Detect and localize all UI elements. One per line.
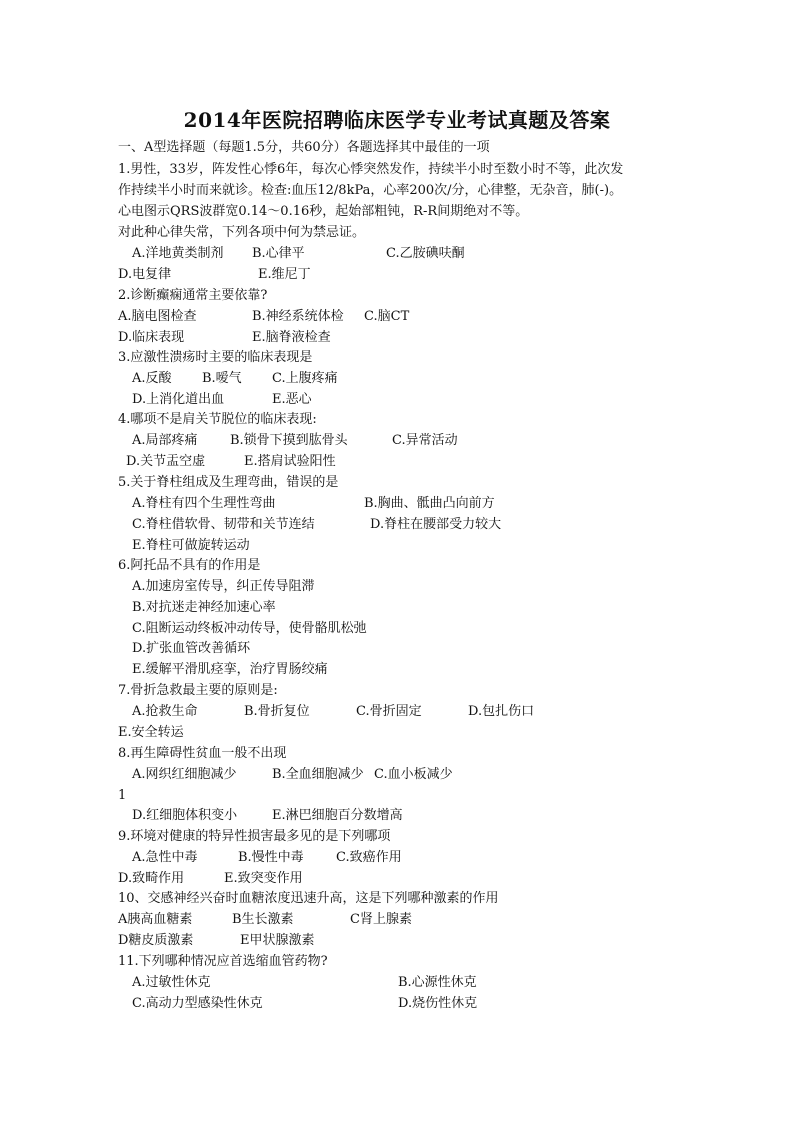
q5-option-b: B.胸曲、骶曲凸向前方 bbox=[364, 496, 495, 511]
q1-stem-line-1: 1.男性，33岁，阵发性心悸6年，每次心悸突然发作，持续半小时至数小时不等，此次发 bbox=[118, 162, 624, 177]
q2-option-a: A.脑电图检查 bbox=[118, 309, 197, 324]
q8-option-a: A.网织红细胞减少 bbox=[132, 767, 237, 782]
q9-option-a: A.急性中毒 bbox=[132, 850, 198, 865]
q1-option-e: E.维尼丁 bbox=[258, 267, 311, 282]
q1-option-b: B.心律平 bbox=[252, 246, 305, 261]
q6-option-a: A.加速房室传导，纠正传导阻滞 bbox=[132, 579, 315, 594]
q8-stem: 8.再生障碍性贫血一般不出现 bbox=[118, 746, 287, 761]
q4-option-a: A.局部疼痛 bbox=[132, 433, 198, 448]
q8-option-e: E.淋巴细胞百分数增高 bbox=[272, 808, 403, 823]
q8-option-c: C.血小板减少 bbox=[374, 767, 453, 782]
q9-option-c: C.致癌作用 bbox=[336, 850, 402, 865]
q4-stem: 4.哪项不是肩关节脱位的临床表现: bbox=[118, 412, 317, 427]
q3-option-c: C.上腹疼痛 bbox=[272, 371, 338, 386]
q10-option-c: C肾上腺素 bbox=[350, 912, 412, 927]
q6-option-c: C.阻断运动终板冲动传导，使骨骼肌松弛 bbox=[132, 621, 367, 636]
q7-option-e: E.安全转运 bbox=[118, 725, 184, 740]
q3-option-a: A.反酸 bbox=[132, 371, 172, 386]
q5-option-a: A.脊柱有四个生理性弯曲 bbox=[132, 496, 276, 511]
q7-option-c: C.骨折固定 bbox=[356, 704, 422, 719]
q5-option-c: C.脊柱借软骨、韧带和关节连结 bbox=[132, 517, 315, 532]
q11-option-d: D.烧伤性休克 bbox=[398, 996, 478, 1011]
q1-option-a: A.洋地黄类制剂 bbox=[132, 246, 224, 261]
q3-option-e: E.恶心 bbox=[272, 392, 312, 407]
q6-option-e: E.缓解平滑肌痉挛，治疗胃肠绞痛 bbox=[132, 662, 328, 677]
q10-option-e: E甲状腺激素 bbox=[240, 933, 315, 948]
q4-option-d: D.关节盂空虚 bbox=[126, 454, 206, 469]
q1-stem-line-4: 对此种心律失常，下列各项中何为禁忌证。 bbox=[118, 225, 366, 240]
q10-option-a: A胰高血糖素 bbox=[118, 912, 193, 927]
q9-option-b: B.慢性中毒 bbox=[238, 850, 304, 865]
q6-option-d: D.扩张血管改善循环 bbox=[132, 641, 251, 656]
q7-option-d: D.包扎伤口 bbox=[468, 704, 535, 719]
q2-stem: 2.诊断癫痫通常主要依靠? bbox=[118, 288, 268, 303]
q10-stem: 10、交感神经兴奋时血糖浓度迅速升高，这是下列哪种激素的作用 bbox=[118, 891, 499, 906]
q11-stem: 11.下列哪种情况应首选缩血管药物? bbox=[118, 954, 328, 969]
q4-option-c: C.异常活动 bbox=[392, 433, 458, 448]
q11-option-a: A.过敏性休克 bbox=[132, 975, 211, 990]
q2-option-d: D.临床表现 bbox=[118, 330, 185, 345]
page-number: 1 bbox=[118, 788, 127, 803]
q2-option-b: B.神经系统体检 bbox=[252, 309, 344, 324]
q1-option-d: D.电复律 bbox=[118, 267, 172, 282]
q5-stem: 5.关于脊柱组成及生理弯曲，错误的是 bbox=[118, 475, 339, 490]
q4-option-b: B.锁骨下摸到肱骨头 bbox=[230, 433, 348, 448]
q1-stem-line-3: 心电图示QRS波群宽0.14～0.16秒，起始部粗钝，R-R间期绝对不等。 bbox=[118, 204, 529, 219]
section-header: 一、A型选择题（每题1.5分，共60分）各题选择其中最佳的一项 bbox=[118, 140, 490, 155]
q9-option-e: E.致突变作用 bbox=[224, 871, 303, 886]
q5-option-e: E.脊柱可做旋转运动 bbox=[132, 538, 250, 553]
q3-option-d: D.上消化道出血 bbox=[132, 392, 225, 407]
q10-option-d: D糖皮质激素 bbox=[118, 933, 194, 948]
q2-option-c: C.脑CT bbox=[364, 309, 410, 324]
q3-option-b: B.嗳气 bbox=[202, 371, 242, 386]
q7-stem: 7.骨折急救最主要的原则是: bbox=[118, 683, 278, 698]
q1-stem-line-2: 作持续半小时而来就诊。检查:血压12/8kPa，心率200次/分，心律整，无杂音，肺(-)。 bbox=[118, 183, 623, 198]
q6-stem: 6.阿托品不具有的作用是 bbox=[118, 558, 261, 573]
q2-option-e: E.脑脊液检查 bbox=[252, 330, 331, 345]
q8-option-b: B.全血细胞减少 bbox=[272, 767, 364, 782]
q8-option-d: D.红细胞体积变小 bbox=[132, 808, 238, 823]
q10-option-b: B生长激素 bbox=[232, 912, 294, 927]
q3-stem: 3.应激性溃疡时主要的临床表现是 bbox=[118, 350, 313, 365]
document-title: 2014年医院招聘临床医学专业考试真题及答案 bbox=[183, 108, 611, 132]
q7-option-a: A.抢救生命 bbox=[132, 704, 198, 719]
q1-option-c: C.乙胺碘呋酮 bbox=[386, 246, 465, 261]
q5-option-d: D.脊柱在腰部受力较大 bbox=[370, 517, 502, 532]
q9-option-d: D.致畸作用 bbox=[118, 871, 185, 886]
q9-stem: 9.环境对健康的特异性损害最多见的是下列哪项 bbox=[118, 829, 391, 844]
q11-option-b: B.心源性休克 bbox=[398, 975, 477, 990]
q6-option-b: B.对抗迷走神经加速心率 bbox=[132, 600, 276, 615]
q7-option-b: B.骨折复位 bbox=[244, 704, 310, 719]
q11-option-c: C.高动力型感染性休克 bbox=[132, 996, 263, 1011]
q4-option-e: E.搭肩试验阳性 bbox=[244, 454, 336, 469]
